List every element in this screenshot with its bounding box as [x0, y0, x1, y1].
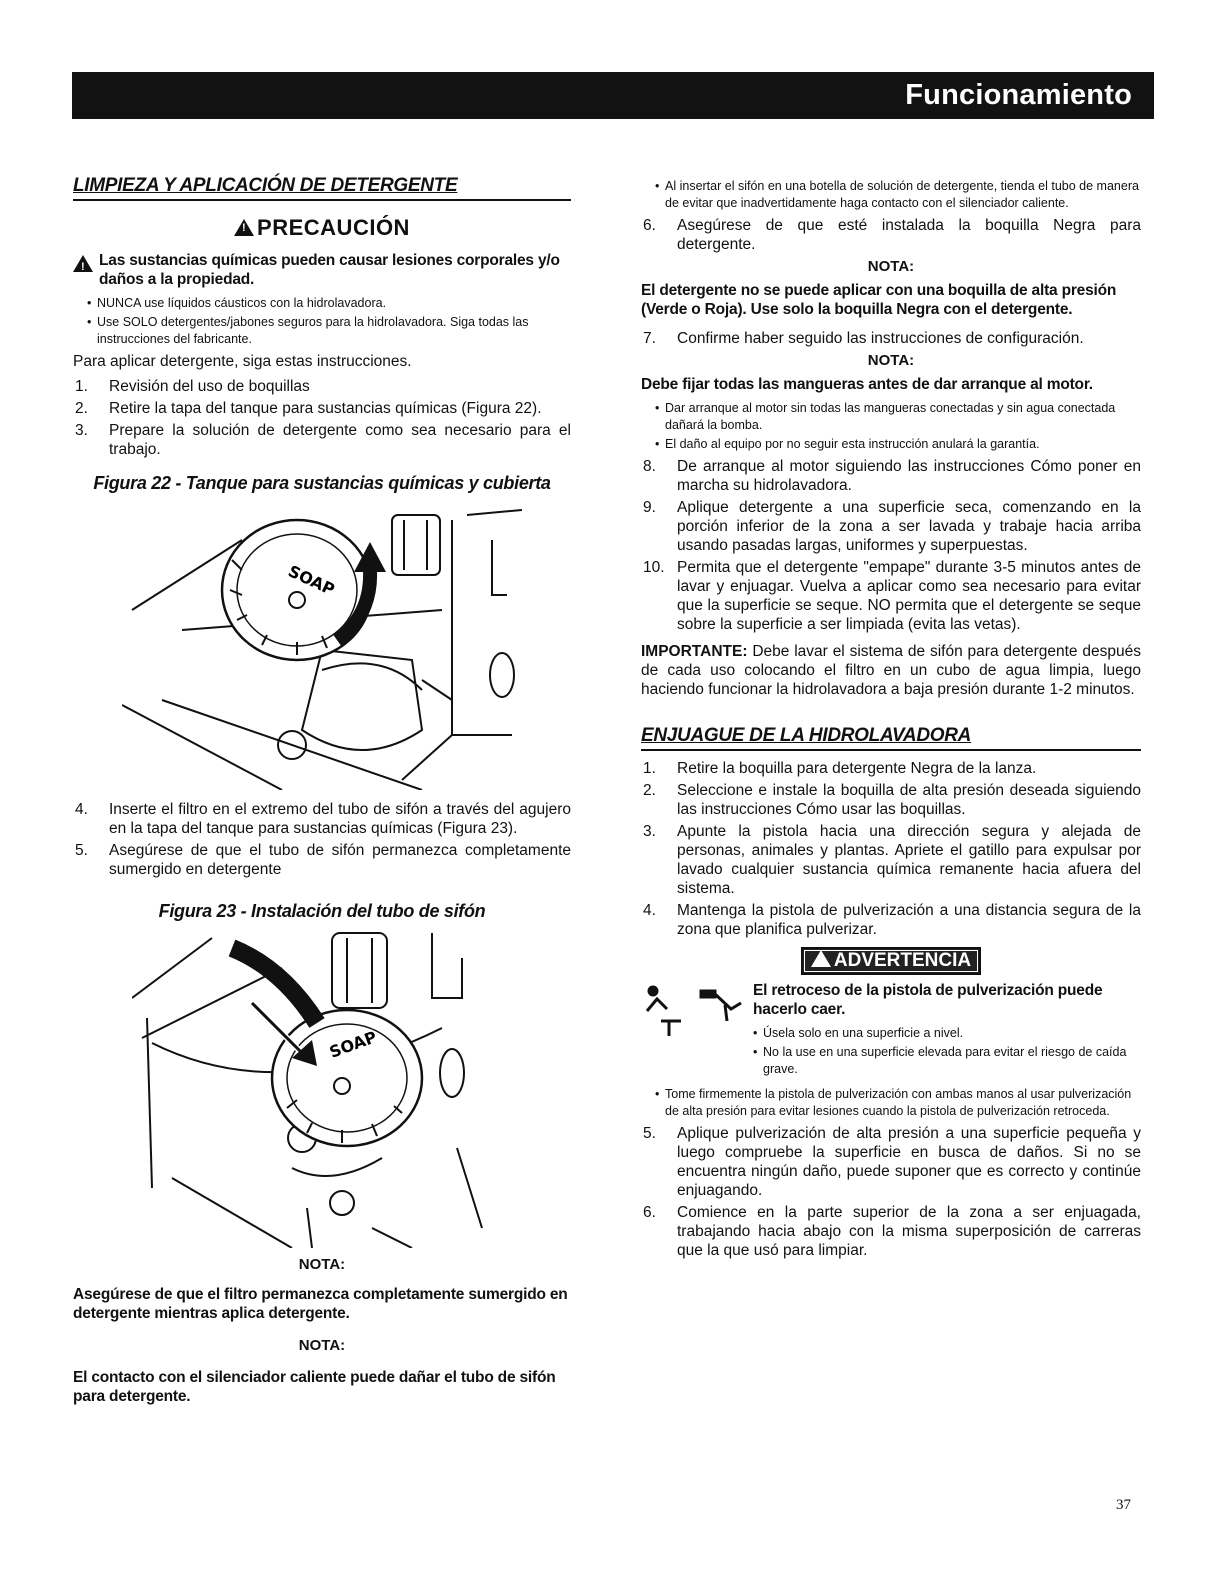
- list-item: • Al insertar el sifón en una botella de solución de detergente, tienda el tubo de manera de evitar que inadvertidamente haga contacto con el silenciador caliente.: [655, 178, 1141, 212]
- figure-23-siphon-tube-illustration: [132, 928, 512, 1248]
- note-label: NOTA:: [298, 1256, 346, 1273]
- step-text: Retire la boquilla para detergente Negra de la lanza.: [677, 760, 1037, 777]
- list-item: [73, 841, 571, 879]
- section-rule: [73, 199, 571, 201]
- list-item: • Dar arranque al motor sin todas las mangueras conectadas y sin agua conectada dañará la bomba.: [655, 400, 1141, 434]
- intro-text: Para aplicar detergente, siga estas instrucciones.: [73, 353, 412, 370]
- page-number: 37: [1116, 1497, 1131, 1513]
- warning-text: El retroceso de la pistola de pulverización puede hacerlo caer.: [753, 982, 1103, 1018]
- important-text: Debe lavar el sistema de sifón para detergente después de cada uso colocando el filtro en un cubo de agua limpia, luego haciendo funcionar la hidrolavadora a baja presión durante 1-2 minutos.: [641, 643, 1141, 698]
- step-text: De arranque al motor siguiendo las instrucciones Cómo poner en marcha su hidrolavadora.: [677, 458, 1141, 494]
- warning-label: ADVERTENCIA: [833, 950, 972, 971]
- step-number: 3.: [75, 422, 88, 439]
- caution-heading: [73, 215, 571, 241]
- note-label: NOTA:: [867, 258, 915, 275]
- step-number: 6.: [643, 217, 656, 234]
- list-item: [641, 1203, 1141, 1260]
- grip-bullet: [655, 1086, 1141, 1120]
- warning-triangle-icon: [234, 219, 254, 236]
- list-item: [73, 377, 571, 396]
- list-item: • Use SOLO detergentes/jabones seguros para la hidrolavadora. Siga todas las instrucciones del fabricante.: [87, 314, 571, 348]
- step-7: [641, 329, 1141, 348]
- step-6: [641, 216, 1141, 254]
- step-number: 10.: [643, 559, 665, 576]
- step-text: Aplique detergente a una superficie seca, comenzando en la porción inferior de la zona a ser lavada y trabaje hacia arriba usando pasadas largas, uniformes y superpuestas.: [677, 499, 1141, 554]
- step-text: Asegúrese de que el tubo de sifón permanezca completamente sumergido en detergente: [109, 842, 571, 878]
- step-text: Prepare la solución de detergente como sea necesario para el trabajo.: [109, 422, 571, 458]
- note-label: NOTA:: [867, 352, 915, 369]
- step-text: Aplique pulverización de alta presión a una superficie pequeña y luego compruebe la superficie en busca de daños. Si no se encuentra ningún daño, puede suponer que es correcto y continúe enjuagando.: [677, 1125, 1141, 1199]
- list-item: • El daño al equipo por no seguir esta instrucción anulará la garantía.: [655, 436, 1141, 453]
- step-number: 9.: [643, 499, 656, 516]
- header-bar: [72, 72, 1154, 119]
- list-item: [641, 457, 1141, 495]
- figure-22-caption: Figura 22 - Tanque para sustancias químicas y cubierta: [93, 473, 551, 493]
- note-text: El detergente no se puede aplicar con una boquilla de alta presión (Verde o Roja). Use solo la boquilla Negra con el detergente.: [641, 282, 1117, 318]
- step-text: Confirme haber seguido las instrucciones de configuración.: [677, 330, 1084, 347]
- list-item: [641, 498, 1141, 555]
- step-number: 6.: [643, 1204, 656, 1221]
- warning-triangle-icon: [73, 255, 93, 272]
- caution-text: [73, 251, 571, 289]
- caution-message: Las sustancias químicas pueden causar lesiones corporales y/o daños a la propiedad.: [99, 252, 560, 288]
- step-number: 2.: [75, 400, 88, 417]
- left-column: [73, 175, 571, 1412]
- step-text: Revisión del uso de boquillas: [109, 378, 310, 395]
- siphon-bullets: [655, 178, 1141, 212]
- list-item: [73, 399, 571, 418]
- step-number: 5.: [643, 1125, 656, 1142]
- caution-bullets: [87, 295, 571, 348]
- step-text: Asegúrese de que esté instalada la boquilla Negra para detergente.: [677, 217, 1141, 253]
- warning-content: [753, 981, 1141, 1082]
- caution-label: PRECAUCIÓN: [257, 215, 410, 240]
- step-text: Comience en la parte superior de la zona a ser enjuagada, trabajando hacia abajo con la misma superposición de carreras que la que usó para limpiar.: [677, 1204, 1141, 1259]
- step-text: Mantenga la pistola de pulverización a una distancia segura de la zona que planifica pulverizar.: [677, 902, 1141, 938]
- step-number: 4.: [75, 801, 88, 818]
- list-item: • No la use en una superficie elevada para evitar el riesgo de caída grave.: [753, 1044, 1141, 1078]
- note-text: Debe fijar todas las mangueras antes de dar arranque al motor.: [641, 376, 1093, 393]
- list-item: [73, 421, 571, 459]
- steps-list-d: [641, 759, 1141, 939]
- step-text: Apunte la pistola hacia una dirección segura y alejada de personas, animales y plantas. Apriete el gatillo para expulsar por lavado cualquier sustancia química remanente hacia afuera del sistema.: [677, 823, 1141, 897]
- list-item: [641, 822, 1141, 898]
- hose-bullets: [655, 400, 1141, 453]
- page-title: Funcionamiento: [905, 79, 1132, 111]
- section-title-rinse: ENJUAGUE DE LA HIDROLAVADORA: [641, 725, 972, 746]
- step-number: 7.: [643, 330, 656, 347]
- list-item: [641, 329, 1141, 348]
- important-label: IMPORTANTE:: [641, 643, 748, 660]
- section-title-detergent: LIMPIEZA Y APLICACIÓN DE DETERGENTE: [73, 175, 458, 196]
- soap-label: SOAP: [326, 1027, 380, 1062]
- steps-list-a: [73, 377, 571, 459]
- steps-list-c: [641, 457, 1141, 634]
- steps-list-b: [73, 800, 571, 879]
- list-item: • NUNCA use líquidos cáusticos con la hidrolavadora.: [87, 295, 571, 312]
- step-number: 1.: [75, 378, 88, 395]
- list-item: [73, 800, 571, 838]
- list-item: [641, 781, 1141, 819]
- list-item: [641, 759, 1141, 778]
- list-item: [641, 558, 1141, 634]
- step-number: 5.: [75, 842, 88, 859]
- warning-triangle-icon: [811, 950, 831, 967]
- list-item: • Tome firmemente la pistola de pulverización con ambas manos al usar pulverización de alta presión para evitar lesiones cuando la pistola de pulverización retroceda.: [655, 1086, 1141, 1120]
- steps-list-e: [641, 1124, 1141, 1260]
- step-number: 2.: [643, 782, 656, 799]
- step-number: 3.: [643, 823, 656, 840]
- list-item: [641, 1124, 1141, 1200]
- list-item: [641, 216, 1141, 254]
- slip-fall-hazard-icon: [641, 981, 753, 1041]
- step-text: Permita que el detergente "empape" durante 3-5 minutos antes de lavar y enjuagar. Vuelva a aplicar como sea necesario para evitar que la superficie se seque. NO permita que el detergente se seque sobre la superficie a ser limpiada (evita las vetas).: [677, 559, 1141, 633]
- list-item: [641, 901, 1141, 939]
- step-number: 1.: [643, 760, 656, 777]
- step-text: Seleccione e instale la boquilla de alta presión deseada siguiendo las instrucciones Cómo usar las boquillas.: [677, 782, 1141, 818]
- important-paragraph: [641, 642, 1141, 699]
- step-text: Retire la tapa del tanque para sustancias químicas (Figura 22).: [109, 400, 542, 417]
- note-text: Asegúrese de que el filtro permanezca completamente sumergido en detergente mientras aplica detergente.: [73, 1286, 568, 1322]
- section-rule: [641, 749, 1141, 751]
- step-number: 4.: [643, 902, 656, 919]
- note-text: El contacto con el silenciador caliente puede dañar el tubo de sifón para detergente.: [73, 1369, 556, 1405]
- warning-banner: [641, 947, 1141, 975]
- right-column: [641, 178, 1141, 1264]
- step-number: 8.: [643, 458, 656, 475]
- figure-23-caption: Figura 23 - Instalación del tubo de sifón: [158, 901, 486, 921]
- step-text: Inserte el filtro en el extremo del tubo de sifón a través del agujero en la tapa del tanque para sustancias químicas (Figura 23).: [109, 801, 571, 837]
- warning-box: [801, 947, 981, 975]
- figure-22-chemical-tank-illustration: [122, 500, 522, 790]
- soap-label: SOAP: [285, 561, 338, 600]
- list-item: • Úsela solo en una superficie a nivel.: [753, 1025, 1141, 1042]
- warning-row: [641, 981, 1141, 1082]
- warning-bullets: [753, 1025, 1141, 1078]
- note-label: NOTA:: [298, 1337, 346, 1354]
